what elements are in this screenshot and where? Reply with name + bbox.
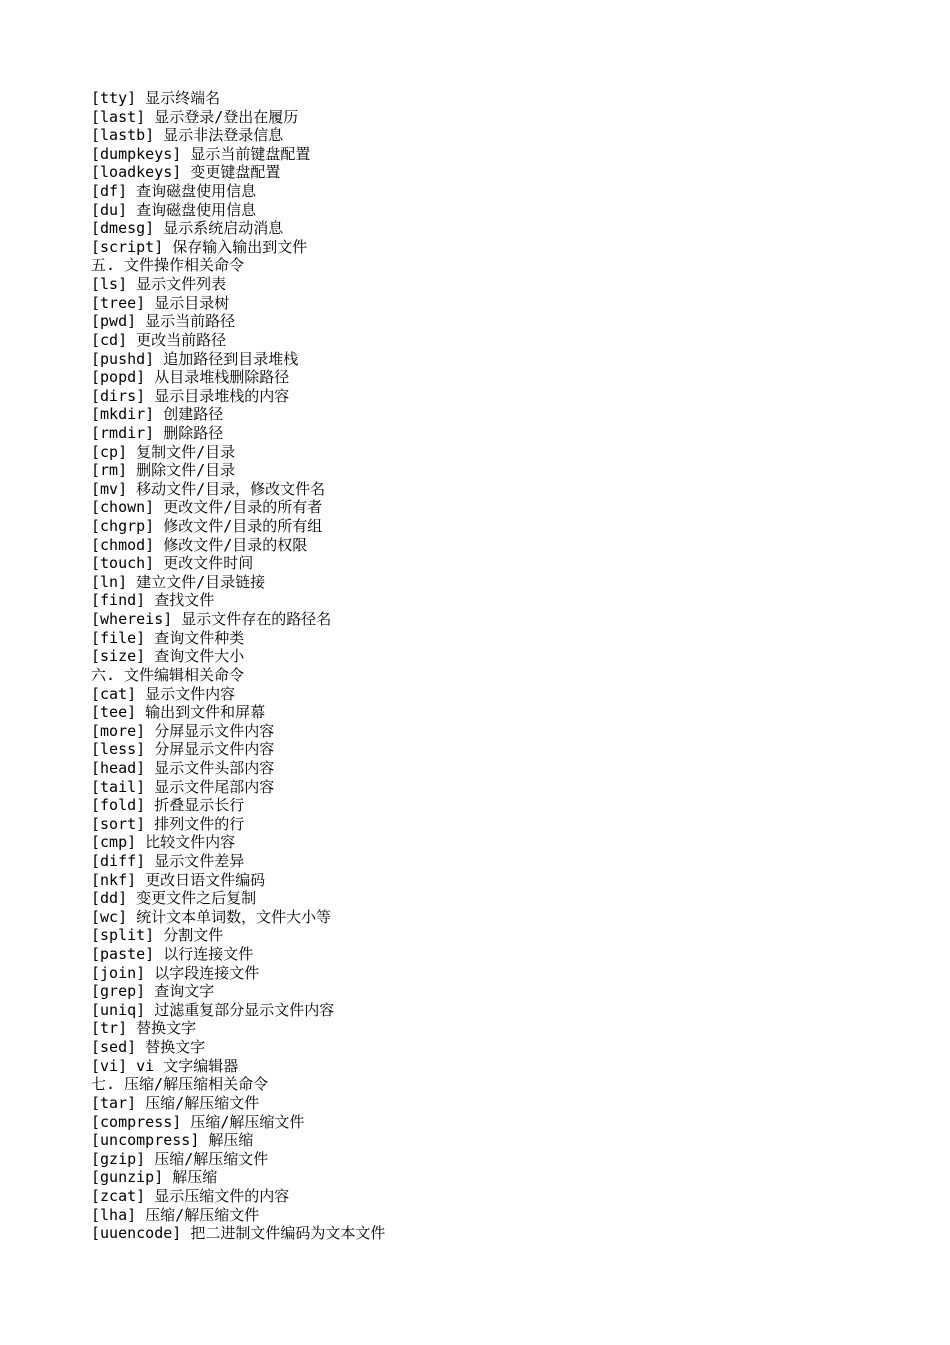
command-line: [tr] 替换文字 bbox=[91, 1019, 197, 1038]
command-line: [mv] 移动文件/目录，修改文件名 bbox=[91, 479, 326, 498]
command-line: [dumpkeys] 显示当前键盘配置 bbox=[91, 144, 311, 163]
command-line: [less] 分屏显示文件内容 bbox=[91, 740, 275, 759]
command-line: [tar] 压缩/解压缩文件 bbox=[91, 1093, 260, 1112]
section-heading: 七. 压缩/解压缩相关命令 bbox=[91, 1075, 269, 1094]
command-line: [popd] 从目录堆栈删除路径 bbox=[91, 368, 290, 387]
command-line: [cd] 更改当前路径 bbox=[91, 330, 227, 349]
command-line: [more] 分屏显示文件内容 bbox=[91, 721, 275, 740]
command-line: [uncompress] 解压缩 bbox=[91, 1131, 254, 1150]
command-line: [rmdir] 删除路径 bbox=[91, 423, 224, 442]
command-line: [chown] 更改文件/目录的所有者 bbox=[91, 498, 323, 517]
command-line: [head] 显示文件头部内容 bbox=[91, 758, 275, 777]
command-line: [chmod] 修改文件/目录的权限 bbox=[91, 535, 308, 554]
command-line: [du] 查询磁盘使用信息 bbox=[91, 200, 257, 219]
command-line: [lha] 压缩/解压缩文件 bbox=[91, 1205, 260, 1224]
section-heading: 六. 文件编辑相关命令 bbox=[91, 665, 245, 684]
command-line: [tee] 输出到文件和屏幕 bbox=[91, 703, 266, 722]
command-line: [split] 分割文件 bbox=[91, 926, 224, 945]
document-body bbox=[91, 89, 911, 1243]
command-line: [uniq] 过滤重复部分显示文件内容 bbox=[91, 1000, 335, 1019]
command-line: [script] 保存输入输出到文件 bbox=[91, 237, 308, 256]
command-line: [dirs] 显示目录堆栈的内容 bbox=[91, 386, 290, 405]
command-line: [gunzip] 解压缩 bbox=[91, 1168, 218, 1187]
command-line: [size] 查询文件大小 bbox=[91, 647, 245, 666]
command-line: [cmp] 比较文件内容 bbox=[91, 833, 236, 852]
command-line: [ln] 建立文件/目录链接 bbox=[91, 572, 266, 591]
command-line: [pwd] 显示当前路径 bbox=[91, 312, 236, 331]
command-line: [cp] 复制文件/目录 bbox=[91, 442, 236, 461]
command-line: [df] 查询磁盘使用信息 bbox=[91, 182, 257, 201]
command-line: [find] 查找文件 bbox=[91, 591, 215, 610]
command-line: [sort] 排列文件的行 bbox=[91, 814, 245, 833]
command-line: [dd] 变更文件之后复制 bbox=[91, 889, 257, 908]
command-line: [nkf] 更改日语文件编码 bbox=[91, 870, 266, 889]
command-line: [gzip] 压缩/解压缩文件 bbox=[91, 1149, 269, 1168]
command-line: [wc] 统计文本单词数，文件大小等 bbox=[91, 907, 332, 926]
command-line: [last] 显示登录/登出在履历 bbox=[91, 107, 299, 126]
command-line: [uuencode] 把二进制文件编码为文本文件 bbox=[91, 1224, 386, 1243]
command-line: [diff] 显示文件差异 bbox=[91, 851, 245, 870]
command-line: [sed] 替换文字 bbox=[91, 1038, 206, 1057]
command-line: [touch] 更改文件时间 bbox=[91, 554, 254, 573]
command-line: [tail] 显示文件尾部内容 bbox=[91, 777, 275, 796]
section-heading: 五. 文件操作相关命令 bbox=[91, 256, 245, 275]
command-line: [whereis] 显示文件存在的路径名 bbox=[91, 610, 332, 629]
command-line: [cat] 显示文件内容 bbox=[91, 684, 236, 703]
command-line: [pushd] 追加路径到目录堆栈 bbox=[91, 349, 299, 368]
command-line: [grep] 查询文字 bbox=[91, 982, 215, 1001]
command-line: [tree] 显示目录树 bbox=[91, 293, 230, 312]
command-line: [file] 查询文件种类 bbox=[91, 628, 245, 647]
command-line: [tty] 显示终端名 bbox=[91, 89, 221, 107]
command-line: [chgrp] 修改文件/目录的所有组 bbox=[91, 517, 323, 536]
command-line: [dmesg] 显示系统启动消息 bbox=[91, 219, 284, 238]
command-line: [fold] 折叠显示长行 bbox=[91, 796, 245, 815]
command-line: [mkdir] 创建路径 bbox=[91, 405, 224, 424]
command-line: [compress] 压缩/解压缩文件 bbox=[91, 1112, 305, 1131]
command-line: [vi] vi 文字编辑器 bbox=[91, 1056, 239, 1075]
command-line: [rm] 删除文件/目录 bbox=[91, 461, 236, 480]
command-line: [paste] 以行连接文件 bbox=[91, 945, 254, 964]
command-line: [lastb] 显示非法登录信息 bbox=[91, 126, 284, 145]
command-line: [loadkeys] 变更键盘配置 bbox=[91, 163, 281, 182]
command-line: [ls] 显示文件列表 bbox=[91, 275, 227, 294]
command-line: [join] 以字段连接文件 bbox=[91, 963, 260, 982]
command-line: [zcat] 显示压缩文件的内容 bbox=[91, 1186, 290, 1205]
